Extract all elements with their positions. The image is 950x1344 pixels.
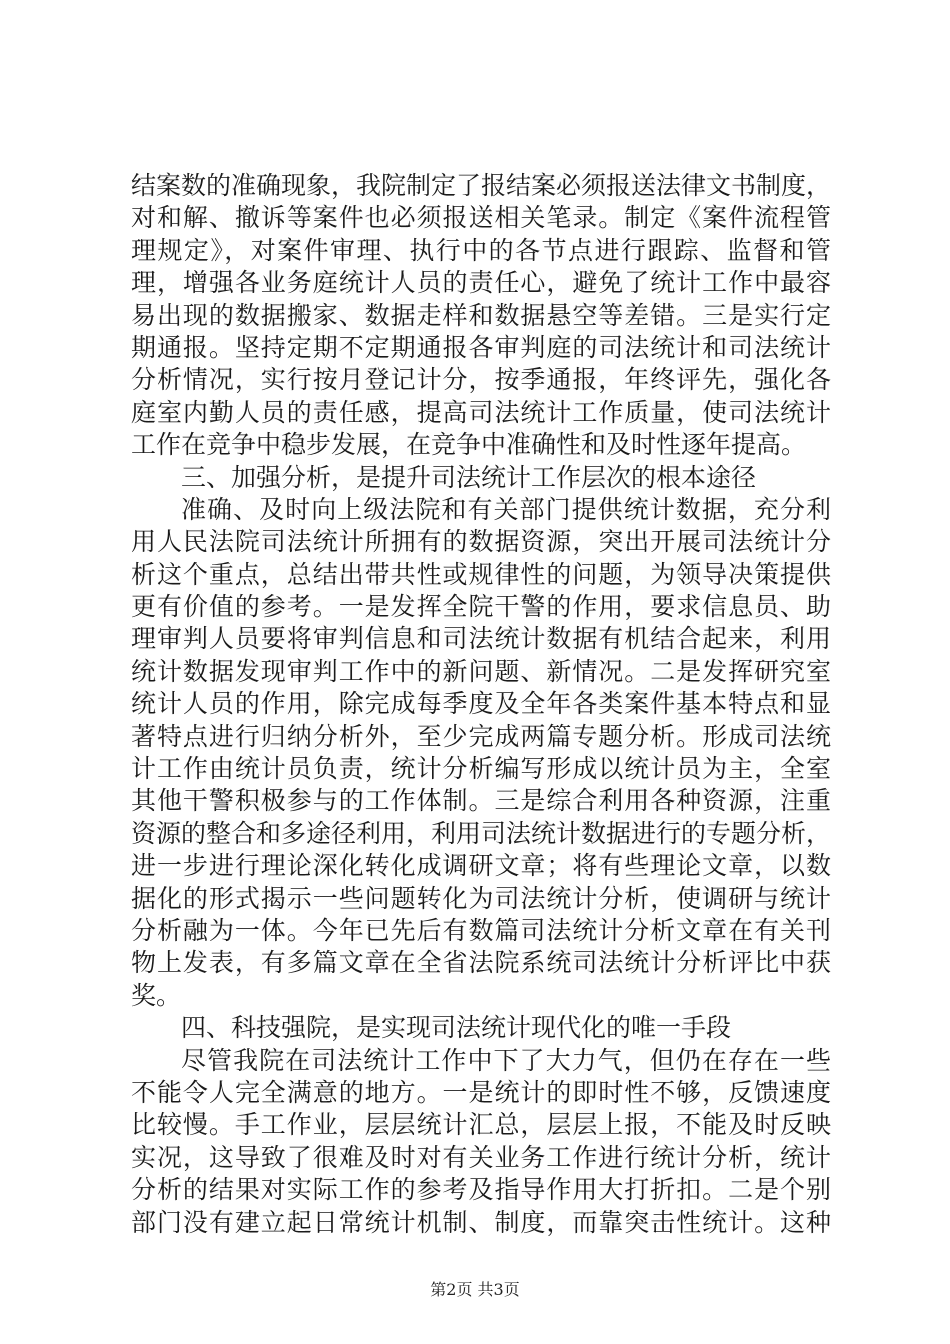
text-line: 尽管我院在司法统计工作中下了大力气，但仍在存在一些 <box>181 1045 831 1075</box>
text-line: 进一步进行理论深化转化成调研文章；将有些理论文章，以数 <box>131 851 831 881</box>
text-line: 理规定》，对案件审理、执行中的各节点进行跟踪、监督和管 <box>131 235 831 265</box>
text-line: 著特点进行归纳分析外，至少完成两篇专题分析。形成司法统 <box>131 721 831 751</box>
text-line: 工作在竞争中稳步发展，在竞争中准确性和及时性逐年提高。 <box>131 430 807 460</box>
text-line: 结案数的准确现象，我院制定了报结案必须报送法律文书制度， <box>131 171 832 200</box>
text-line: 分析的结果对实际工作的参考及指导作用大打折扣。二是个别 <box>131 1175 831 1205</box>
text-line: 统计数据发现审判工作中的新问题、新情况。二是发挥研究室 <box>131 656 831 686</box>
text-line: 不能令人完全满意的地方。一是统计的即时性不够，反馈速度 <box>131 1077 831 1107</box>
text-line: 部门没有建立起日常统计机制、制度，而靠突击性统计。这种 <box>131 1207 831 1237</box>
text-line: 奖。 <box>131 980 182 1010</box>
text-line: 统计人员的作用，除完成每季度及全年各类案件基本特点和显 <box>131 689 831 719</box>
text-line: 准确、及时向上级法院和有关部门提供统计数据，充分利 <box>181 494 831 524</box>
text-line: 比较慢。手工作业，层层统计汇总，层层上报，不能及时反映 <box>131 1110 831 1140</box>
document-body <box>131 170 831 1239</box>
text-line: 据化的形式揭示一些问题转化为司法统计分析，使调研与统计 <box>131 883 831 913</box>
text-line: 其他干警积极参与的工作体制。三是综合利用各种资源，注重 <box>131 786 831 816</box>
section-heading: 三、加强分析，是提升司法统计工作层次的根本途径 <box>181 462 757 492</box>
text-line: 理，增强各业务庭统计人员的责任心，避免了统计工作中最容 <box>131 268 831 298</box>
text-line: 分析情况，实行按月登记计分，按季通报，年终评先，强化各 <box>131 365 831 395</box>
text-line: 易出现的数据搬家、数据走样和数据悬空等差错。三是实行定 <box>131 300 831 330</box>
text-line: 析这个重点，总结出带共性或规律性的问题，为领导决策提供 <box>131 559 831 589</box>
text-line: 对和解、撤诉等案件也必须报送相关笔录。制定《案件流程管 <box>131 203 831 233</box>
text-line: 理审判人员要将审判信息和司法统计数据有机结合起来，利用 <box>131 624 831 654</box>
text-line: 计工作由统计员负责，统计分析编写形成以统计员为主，全室 <box>131 754 831 784</box>
page-footer: 第2页 共3页 <box>430 1280 520 1299</box>
text-line: 更有价值的参考。一是发挥全院干警的作用，要求信息员、助 <box>131 592 831 622</box>
text-line: 庭室内勤人员的责任感，提高司法统计工作质量，使司法统计 <box>131 397 831 427</box>
text-line: 实况，这导致了很难及时对有关业务工作进行统计分析，统计 <box>131 1142 831 1172</box>
text-line: 分析融为一体。今年已先后有数篇司法统计分析文章在有关刊 <box>131 915 831 945</box>
text-line: 资源的整合和多途径利用，利用司法统计数据进行的专题分析， <box>131 818 832 848</box>
text-line: 用人民法院司法统计所拥有的数据资源，突出开展司法统计分 <box>131 527 831 557</box>
text-line: 物上发表，有多篇文章在全省法院系统司法统计分析评比中获 <box>131 948 831 978</box>
section-heading: 四、科技强院，是实现司法统计现代化的唯一手段 <box>181 1013 732 1043</box>
text-line: 期通报。坚持定期不定期通报各审判庭的司法统计和司法统计 <box>131 332 831 362</box>
